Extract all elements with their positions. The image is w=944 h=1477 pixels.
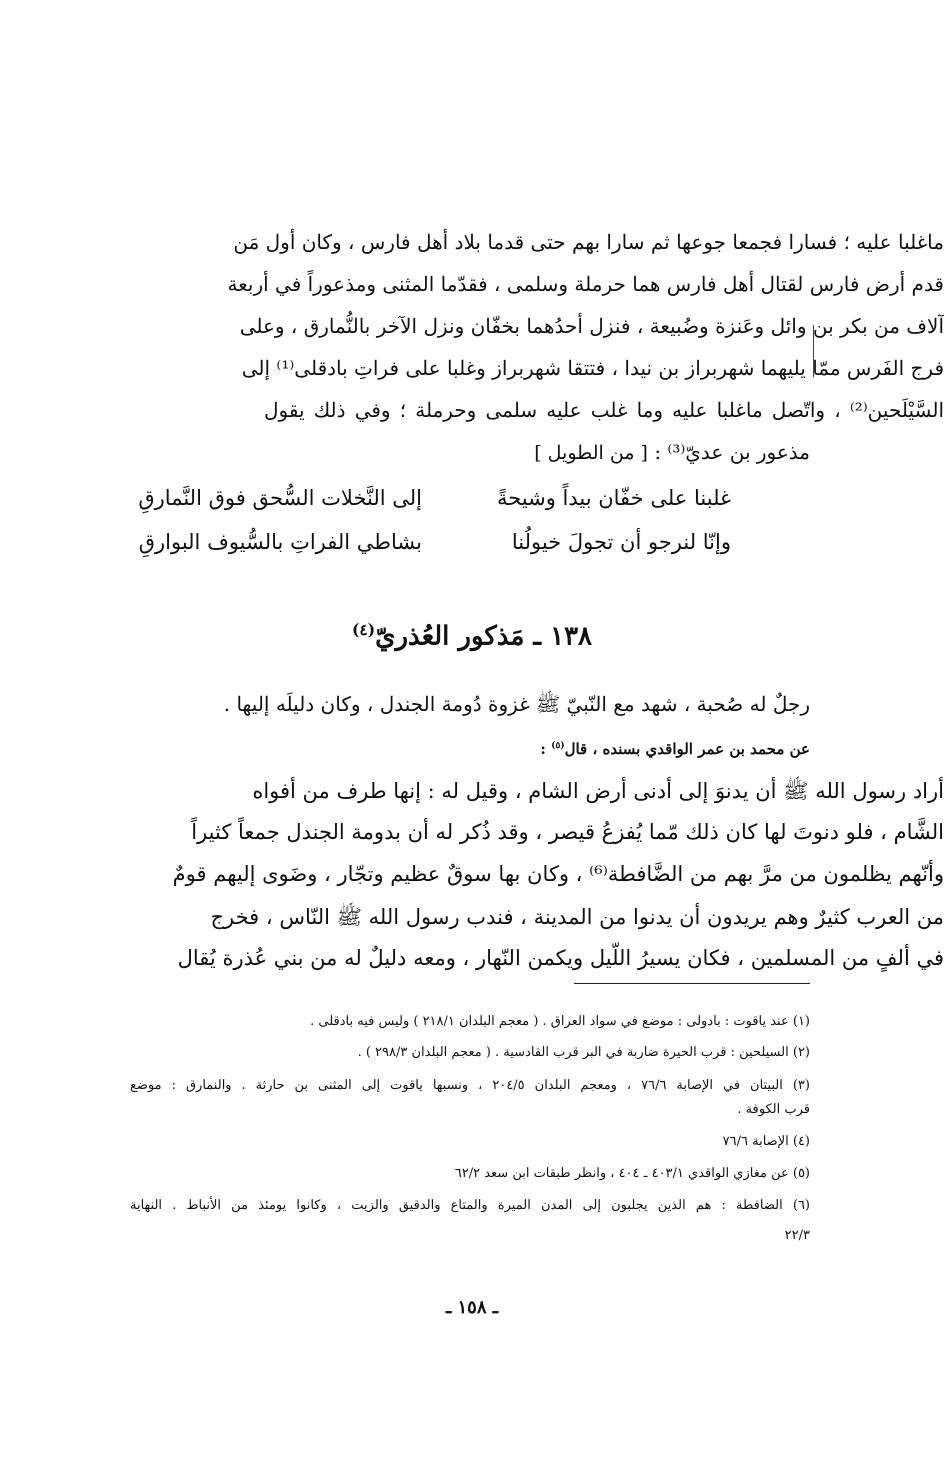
entry-title: ١٣٨ ـ مَذكور العُذريّ <box>375 621 593 652</box>
footnote-ref: (٥) <box>551 741 565 751</box>
page-number: ـ ١٥٨ ـ <box>445 1297 499 1318</box>
poem-hemistich-right: غلبنا على خفّان بيداً وشيحةً <box>496 486 731 510</box>
poem-hemistich-right: وإنّا لنرجو أن تجولَ خيولُنا <box>511 530 731 554</box>
body-line: الشَّام ، فلو دنوتَ لها كان ذلك مّما يُفزعُ قيصر ، وقد ذُكر له أن بدومة الجندل جمعاً كثيراً <box>191 820 944 844</box>
footnote: (٤) الإصابة ٧٦/٦ <box>722 1134 810 1149</box>
body-line: السَّيْلَحين⁽²⁾ ، واتّصل ماغلبا عليه وما غلب عليه سلمى وحرملة ؛ وفي ذلك يقول <box>264 398 944 422</box>
body-line: من العرب كثيرٌ وهم يريدون أن يدنوا من المدينة ، فندب رسول الله ﷺ النّاس ، فخرج <box>210 905 944 929</box>
isnad-line <box>130 740 810 758</box>
footnote: (٦) الضافطة : هم الذين يجلبون إلى المدن الميرة والمتاع والدقيق والزيت ، وكانوا يومئذ من الأنباط . النهاية <box>130 1198 810 1213</box>
poem-meter: [ من الطويل ] <box>534 442 648 464</box>
footnote-separator <box>574 983 810 984</box>
body-line: أراد رسول الله ﷺ أن يدنوَ إلى أدنى أرض الشام ، وقيل له : إنها طرف من أفواه <box>252 779 944 803</box>
entry-heading <box>0 620 944 652</box>
footnote: (٥) عن مغازي الواقدي ٤٠٣/١ ـ ٤٠٤ ، وانظر طبقات ابن سعد ٦٢/٢ <box>454 1166 810 1181</box>
poem-hemistich-left: إلى النَّخلات السُّحق فوق النَّمارقِ <box>138 486 422 510</box>
body-line: فرج الفَرس ممّا يليهما شهربراز بن نيدا ، فتتقا شهربراز وغلبا على فراتِ بادقلى⁽¹⁾ إلى <box>241 356 944 380</box>
footnote: (٢) السيلحين : قرب الحيرة ضاربة في البر قرب القادسية . ( معجم البلدان ٢٩٨/٣ ) . <box>357 1045 810 1060</box>
footnote-continuation: ٢٢/٣ <box>784 1228 810 1243</box>
body-last-line <box>130 440 810 464</box>
body-line: قدم أرض فارس لقتال أهل فارس هما حرملة وسلمى ، فقدّما المثنى ومذعوراً في أربعة <box>227 272 944 296</box>
poem-hemistich-left: بشاطي الفراتِ بالسُّيوف البوارقِ <box>138 530 422 554</box>
isnad-text: عن محمد بن عمر الواقدي بسنده ، قال <box>564 740 810 758</box>
footnote-continuation: قرب الكوفة . <box>737 1102 810 1117</box>
poet-attribution: مذعور بن عديّ⁽³⁾ : <box>654 440 810 464</box>
body-line: آلاف من بكر بن وائل وعَنزة وضُبيعة ، فنزل أحدُهما بخفّان ونزل الآخر بالنُّمارق ، وعلى <box>239 314 944 338</box>
body-line: وأنّهم يظلمون من مرَّ بهم من الضَّافطة⁽⁶⁾ ، وكان بها سوقٌ عظيم وتجّار ، وضَوى إليهم قومٌ <box>172 862 944 886</box>
footnote: (٣) البيتان في الإصابة ٧٦/٦ ، ومعجم البلدان ٢٠٤/٥ ، ونسبها ياقوت إلى المثنى بن حارثة . والنمارق : موضع <box>130 1078 810 1093</box>
body-line: ماغلبا عليه ؛ فسارا فجمعا جوعها ثم سارا بهم حتى قدما بلاد أهل فارس ، وكان أول مَن <box>233 230 944 254</box>
footnote: (١) عند ياقوت : بادولى : موضع في سواد العراق . ( معجم البلدان ٢١٨/١ ) وليس فيه بادقلى . <box>310 1014 810 1029</box>
body-line: في ألفٍ من المسلمين ، فكان يسيرُ اللّيل ويكمن النّهار ، ومعه دليلٌ له من بني عُذرة يُقال <box>177 946 944 970</box>
entry-intro: رجلٌ له صُحبة ، شهد مع النّبيّ ﷺ غزوة دُومة الجندل ، وكان دليلَه إليها . <box>223 692 810 716</box>
footnote-ref: (٤) <box>351 620 376 639</box>
margin-mark <box>813 325 814 377</box>
isnad-colon: : <box>540 740 546 758</box>
